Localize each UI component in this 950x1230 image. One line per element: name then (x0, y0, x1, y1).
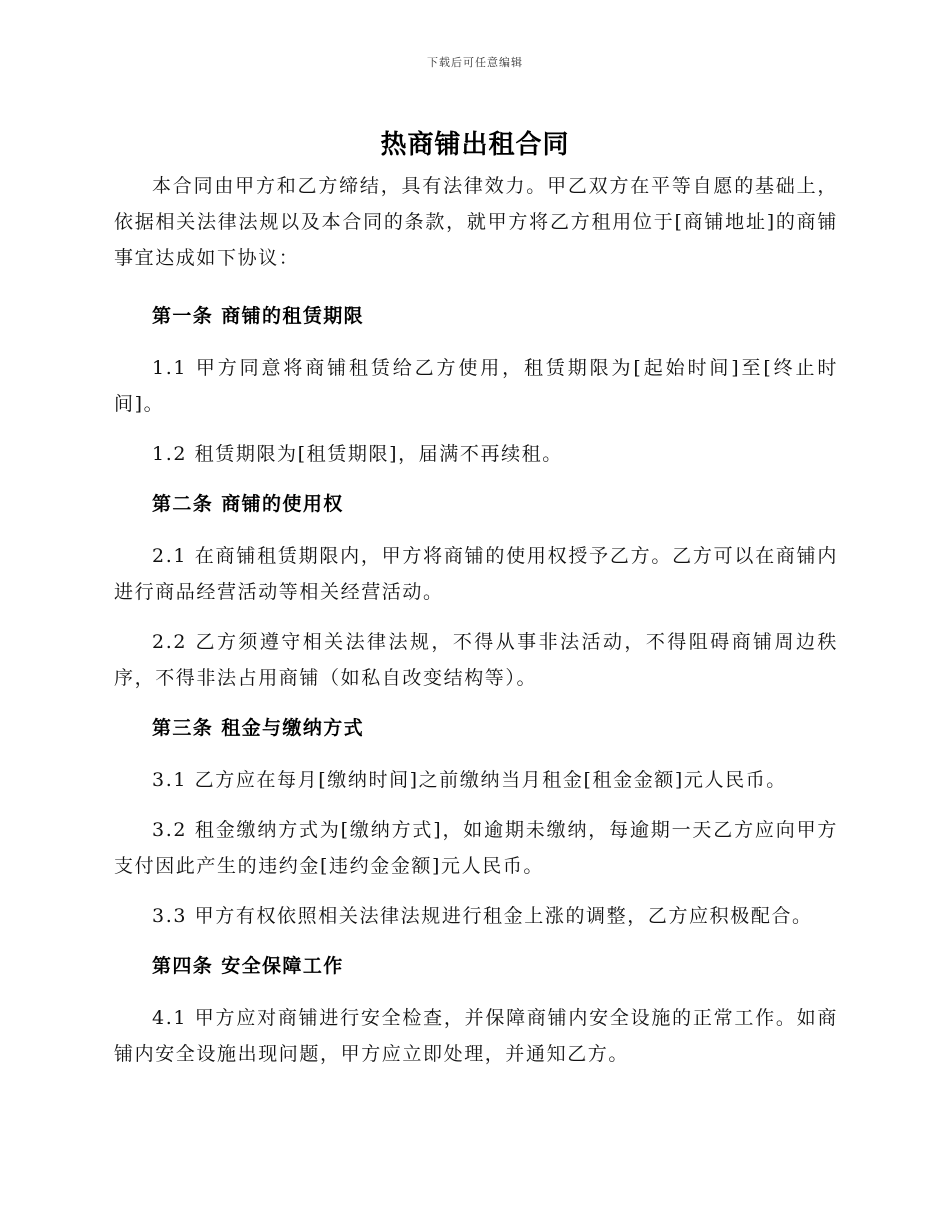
intro-paragraph: 本合同由甲方和乙方缔结，具有法律效力。甲乙双方在平等自愿的基础上，依据相关法律法规以及本合同的条款，就甲方将乙方租用位于[商铺地址]的商铺事宜达成如下协议： (114, 175, 838, 269)
section-heading-1: 第一条 商铺的租赁期限 (152, 305, 365, 327)
clause-1-2: 1.2 租赁期限为[租赁期限]，届满不再续租。 (152, 443, 563, 465)
clause-4-1: 4.1 甲方应对商铺进行安全检查，并保障商铺内安全设施的正常工作。如商铺内安全设施出现问题，甲方应立即处理，并通知乙方。 (114, 1007, 838, 1065)
clause-3-2: 3.2 租金缴纳方式为[缴纳方式]，如逾期未缴纳，每逾期一天乙方应向甲方支付因此产生的违约金[违约金金额]元人民币。 (114, 819, 838, 877)
document-title: 热商铺出租合同 (380, 130, 570, 160)
clause-2-1: 2.1 在商铺租赁期限内，甲方将商铺的使用权授予乙方。乙方可以在商铺内进行商品经营活动等相关经营活动。 (114, 545, 838, 603)
clause-2-2: 2.2 乙方须遵守相关法律法规，不得从事非法活动，不得阻碍商铺周边秩序，不得非法占用商铺（如私自改变结构等）。 (114, 631, 838, 689)
document-body (114, 168, 838, 1086)
section-heading-3: 第三条 租金与缴纳方式 (152, 717, 365, 739)
page-header-note: 下载后可任意编辑 (427, 56, 523, 69)
clause-3-1: 3.1 乙方应在每月[缴纳时间]之前缴纳当月租金[租金金额]元人民币。 (152, 769, 787, 791)
clause-3-3: 3.3 甲方有权依照相关法律法规进行租金上涨的调整，乙方应积极配合。 (152, 905, 813, 927)
clause-1-1: 1.1 甲方同意将商铺租赁给乙方使用，租赁期限为[起始时间]至[终止时间]。 (114, 357, 838, 415)
section-heading-4: 第四条 安全保障工作 (152, 955, 344, 977)
section-heading-2: 第二条 商铺的使用权 (152, 493, 344, 515)
